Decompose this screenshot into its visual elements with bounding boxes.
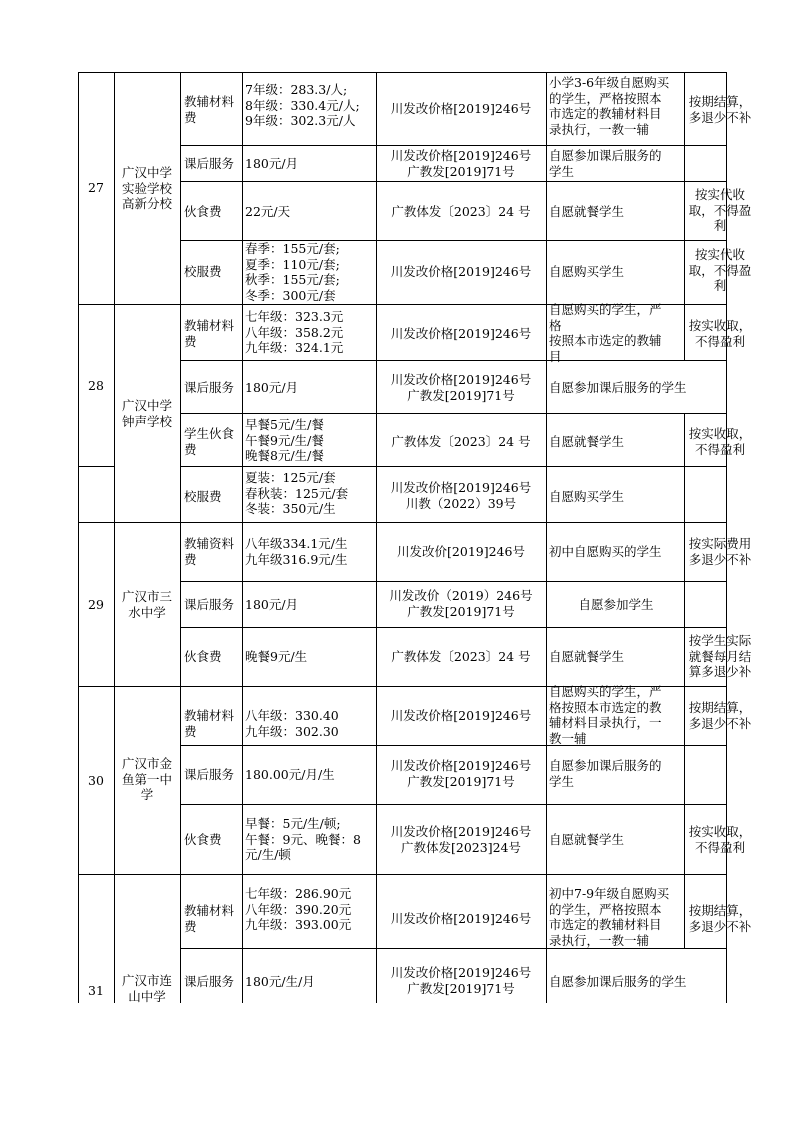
fee-basis: 广教体发〔2023〕24 号 (391, 434, 531, 449)
row-number: 28 (88, 378, 104, 393)
fee-basis: 川发改价格[2019]246号 (390, 911, 532, 926)
school-name: 广汉中学 实验学校 高新分校 (121, 165, 172, 211)
fee-standard: 七年级：323.3元 八年级：358.2元 九年级：324.1元 (245, 309, 344, 355)
charge-subject: 初中自愿购买的学生 (549, 544, 662, 559)
fee-basis: 川发改价（2019）246号 广教发[2019]71号 (389, 588, 533, 619)
fee-item: 学生伙食 费 (184, 426, 235, 457)
fee-basis: 川发改价格[2019]246号 (390, 101, 532, 116)
charge-subject: 自愿购买学生 (549, 489, 625, 504)
charge-subject: 自愿参加课后服务的学生 (549, 380, 687, 395)
fee-basis: 广教体发〔2023〕24 号 (391, 649, 531, 664)
charge-method: 按期结算， 多退少不补 (688, 903, 752, 934)
charge-subject: 自愿参加课后服务的学生 (549, 974, 687, 989)
fee-item: 课后服务 (184, 974, 235, 989)
fee-item: 校服费 (184, 264, 222, 279)
fee-standard: 夏装：125元/套 春秋装：125元/套 冬装：350元/生 (245, 470, 349, 516)
charge-subject: 自愿购买的学生，严 格 按照本市选定的教辅 目 (549, 302, 662, 364)
fee-standard: 春季：155元/套; 夏季：110元/套; 秋季：155元/套; 冬季：300元/套 (245, 241, 340, 303)
charge-subject: 初中7-9年级自愿购买 的学生，严格按照本 市选定的教辅材料目 录执行，一教一辅 (549, 886, 670, 948)
fee-item: 伙食费 (184, 649, 222, 664)
fee-item: 课后服务 (184, 380, 235, 395)
fee-item: 校服费 (184, 489, 222, 504)
charge-subject: 自愿就餐学生 (549, 434, 625, 449)
fee-basis: 川发改价格[2019]246号 广教发[2019]71号 (390, 148, 532, 179)
fee-standard: 22元/天 (245, 204, 291, 219)
fee-item: 教辅材料 费 (184, 708, 235, 739)
fee-basis: 川发改价[2019]246号 (397, 544, 525, 559)
fee-standard: 七年级：286.90元 八年级：390.20元 九年级：393.00元 (245, 886, 352, 932)
charge-subject: 自愿购买学生 (549, 264, 625, 279)
charge-subject: 自愿参加学生 (578, 597, 654, 612)
fee-basis: 川发改价格[2019]246号 广教体发[2023]24号 (390, 824, 532, 855)
fee-standard: 180元/月 (245, 380, 299, 395)
charge-method: 按学生实际 就餐每月结 算多退少补 (688, 633, 752, 679)
fee-standard: 早餐：5元/生/顿; 午餐：9元、晚餐：8 元/生/顿 (245, 816, 361, 862)
fee-item: 课后服务 (184, 597, 235, 612)
row-number: 29 (88, 597, 104, 612)
fee-basis: 川发改价格[2019]246号 (390, 708, 532, 723)
fee-basis: 川发改价格[2019]246号 (390, 326, 532, 341)
school-name: 广汉市金 鱼第一中 学 (121, 756, 172, 802)
row-number: 27 (88, 180, 104, 195)
fee-basis: 川发改价格[2019]246号 (390, 264, 532, 279)
charge-subject: 自愿参加课后服务的 学生 (549, 148, 662, 179)
fee-item: 教辅材料 费 (184, 94, 235, 125)
row-number: 30 (88, 773, 104, 788)
fee-standard: 早餐5元/生/餐 午餐9元/生/餐 晚餐8元/生/餐 (245, 417, 324, 463)
charge-method: 按实收取， 不得盈利 (688, 824, 752, 855)
fee-standard: 180元/生/月 (245, 974, 315, 989)
fee-basis: 广教体发〔2023〕24 号 (391, 204, 531, 219)
fee-basis: 川发改价格[2019]246号 广教发[2019]71号 (390, 965, 532, 996)
fee-item: 课后服务 (184, 156, 235, 171)
charge-subject: 自愿购买的学生，严 格按照本市选定的教 辅材料目录执行，一 教一辅 (549, 684, 662, 746)
fee-standard: 八年级：330.40 九年级：302.30 (245, 708, 339, 739)
fee-standard: 180元/月 (245, 156, 299, 171)
fee-basis: 川发改价格[2019]246号 广教发[2019]71号 (390, 372, 532, 403)
charge-subject: 自愿就餐学生 (549, 832, 625, 847)
fee-standard: 7年级：283.3/人; 8年级：330.4元/人; 9年级：302.3元/人 (245, 82, 360, 128)
school-name: 广汉中学 钟声学校 (121, 398, 172, 429)
fee-item: 伙食费 (184, 832, 222, 847)
charge-method: 按实代收 取，不得盈 利 (688, 247, 752, 293)
school-name: 广汉市连 山中学 (121, 973, 172, 1004)
fee-basis: 川发改价格[2019]246号 川教（2022）39号 (390, 480, 532, 511)
fee-standard: 180.00元/月/生 (245, 767, 335, 782)
fee-standard: 180元/月 (245, 597, 299, 612)
fee-item: 教辅资料 费 (184, 536, 235, 567)
fee-standard: 晚餐9元/生 (245, 649, 308, 664)
fee-standard: 八年级334.1元/生 九年级316.9元/生 (245, 536, 348, 567)
fee-item: 教辅材料 费 (184, 903, 235, 934)
fee-item: 课后服务 (184, 767, 235, 782)
charge-method: 按实收取， 不得盈利 (688, 426, 752, 457)
charge-method: 按实际费用 多退少不补 (688, 536, 752, 567)
charge-subject: 自愿参加课后服务的 学生 (549, 758, 662, 789)
school-name: 广汉市三 水中学 (121, 589, 172, 620)
row-number: 31 (88, 983, 104, 998)
charge-subject: 自愿就餐学生 (549, 649, 625, 664)
fee-item: 教辅材料 费 (184, 318, 235, 349)
charge-subject: 自愿就餐学生 (549, 204, 625, 219)
fee-item: 伙食费 (184, 204, 222, 219)
charge-method: 按期结算， 多退少不补 (688, 700, 752, 731)
charge-method: 按期结算， 多退少不补 (688, 94, 752, 125)
fee-basis: 川发改价格[2019]246号 广教发[2019]71号 (390, 758, 532, 789)
charge-subject: 小学3-6年级自愿购买 的学生，严格按照本 市选定的教辅材料目 录执行，一教一辅 (549, 75, 670, 137)
charge-method: 按实代收 取，不得盈 利 (688, 187, 752, 233)
charge-method: 按实收取， 不得盈利 (688, 318, 752, 349)
